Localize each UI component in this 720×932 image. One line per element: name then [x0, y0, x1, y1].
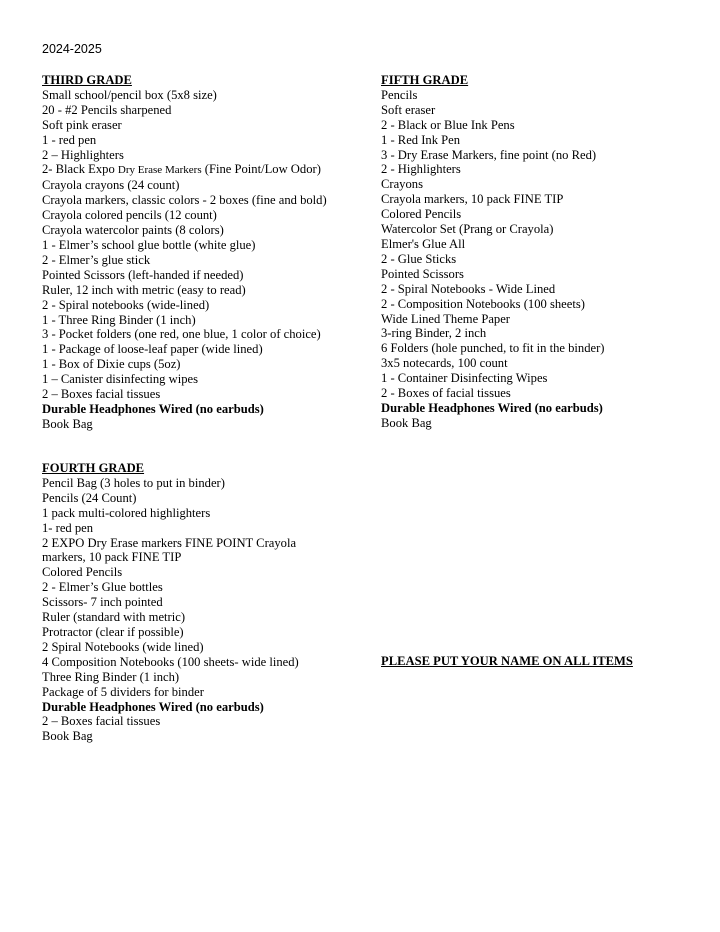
list-item: Wide Lined Theme Paper — [381, 311, 510, 326]
list-item: 1 - Container Disinfecting Wipes — [381, 371, 548, 386]
list-item: 20 - #2 Pencils sharpened — [42, 102, 172, 117]
list-item: 1 pack multi-colored highlighters — [42, 505, 211, 520]
list-item: Watercolor Set (Prang or Crayola) — [381, 222, 554, 237]
list-item: 2 - Highlighters — [381, 162, 461, 177]
list-item: 1 - red pen — [42, 132, 97, 147]
third-grade-list — [42, 88, 362, 432]
list-item: 3 - Pocket folders (one red, one blue, 1 color of choice) — [42, 327, 321, 342]
list-item: 1 – Canister disinfecting wipes — [42, 372, 198, 387]
fourth-grade-list — [42, 476, 362, 744]
name-notice: PLEASE PUT YOUR NAME ON ALL ITEMS — [381, 654, 633, 668]
list-item: Three Ring Binder (1 inch) — [42, 669, 180, 684]
fourth-grade-section — [42, 461, 362, 744]
list-item: Scissors- 7 inch pointed — [42, 595, 163, 610]
list-item: Durable Headphones Wired (no earbuds) — [42, 699, 264, 714]
list-item: Ruler (standard with metric) — [42, 610, 186, 625]
list-item: 1- red pen — [42, 520, 94, 535]
list-item: Pointed Scissors (left-handed if needed) — [42, 267, 244, 282]
list-item: 1 - Box of Dixie cups (5oz) — [42, 357, 181, 372]
list-item: Crayons — [381, 177, 423, 192]
list-item: 3-ring Binder, 2 inch — [381, 326, 487, 341]
school-year: 2024-2025 — [42, 42, 102, 56]
list-item: Book Bag — [42, 416, 93, 431]
list-item: 2 - Black or Blue Ink Pens — [381, 117, 515, 132]
list-item: 2 – Highlighters — [42, 147, 124, 162]
list-item: 2 EXPO Dry Erase markers FINE POINT Crayola markers, 10 pack FINE TIP — [42, 535, 297, 565]
fifth-grade-section — [381, 73, 701, 431]
list-item: 1 - Elmer’s school glue bottle (white glue) — [42, 237, 256, 252]
fourth-grade-heading: FOURTH GRADE — [42, 461, 145, 475]
list-item: Crayola crayons (24 count) — [42, 178, 180, 193]
third-grade-heading: THIRD GRADE — [42, 73, 132, 87]
list-item: Ruler, 12 inch with metric (easy to read) — [42, 282, 246, 297]
list-item-part: Dry Erase Markers — [117, 164, 202, 177]
list-item: Colored Pencils — [381, 207, 462, 222]
list-item: 2 - Elmer’s glue stick — [42, 252, 151, 267]
list-item: Crayola markers, classic colors - 2 boxes (fine and bold) — [42, 193, 327, 208]
third-grade-section — [42, 73, 362, 432]
list-item — [42, 162, 362, 178]
list-item: Crayola markers, 10 pack FINE TIP — [381, 192, 564, 207]
list-item: 1 - Three Ring Binder (1 inch) — [42, 312, 196, 327]
list-item: Pencil Bag (3 holes to put in binder) — [42, 475, 225, 490]
list-item: Package of 5 dividers for binder — [42, 684, 204, 699]
list-item: Colored Pencils — [42, 565, 123, 580]
list-item: Durable Headphones Wired (no earbuds) — [381, 400, 603, 415]
fifth-grade-heading: FIFTH GRADE — [381, 73, 469, 87]
list-item: 2 - Elmer’s Glue bottles — [42, 580, 163, 595]
list-item: Durable Headphones Wired (no earbuds) — [42, 401, 264, 416]
list-item-part: (Fine Point/Low Odor) — [204, 162, 321, 177]
list-item: Pointed Scissors — [381, 266, 464, 281]
list-item: Pencils — [381, 87, 418, 102]
list-item: 2 - Boxes of facial tissues — [381, 386, 511, 401]
list-item: Soft pink eraser — [42, 117, 122, 132]
list-item: 2 – Boxes facial tissues — [42, 387, 161, 402]
list-item: 6 Folders (hole punched, to fit in the binder) — [381, 341, 605, 356]
list-item: 2 - Spiral notebooks (wide-lined) — [42, 297, 210, 312]
list-item: Crayola colored pencils (12 count) — [42, 208, 217, 223]
list-item: Soft eraser — [381, 102, 436, 117]
list-item: 3x5 notecards, 100 count — [381, 356, 508, 371]
list-item: Small school/pencil box (5x8 size) — [42, 87, 217, 102]
list-item: 2 Spiral Notebooks (wide lined) — [42, 639, 204, 654]
list-item: Pencils (24 Count) — [42, 490, 137, 505]
list-item: 2 – Boxes facial tissues — [42, 714, 161, 729]
list-item: 1 - Red Ink Pen — [381, 132, 461, 147]
list-item: 1 - Package of loose-leaf paper (wide lined) — [42, 342, 263, 357]
list-item: 2 - Glue Sticks — [381, 251, 457, 266]
list-item: 2 - Spiral Notebooks - Wide Lined — [381, 281, 556, 296]
list-item: Book Bag — [42, 729, 93, 744]
list-item: Crayola watercolor paints (8 colors) — [42, 223, 224, 238]
list-item: 2 - Composition Notebooks (100 sheets) — [381, 296, 585, 311]
fifth-grade-list — [381, 88, 701, 431]
list-item: 3 - Dry Erase Markers, fine point (no Red) — [381, 147, 597, 162]
list-item: 4 Composition Notebooks (100 sheets- wide lined) — [42, 654, 299, 669]
list-item-part: 2- Black Expo — [42, 162, 115, 177]
list-item: Elmer's Glue All — [381, 236, 466, 251]
list-item: Protractor (clear if possible) — [42, 624, 184, 639]
list-item: Book Bag — [381, 415, 432, 430]
